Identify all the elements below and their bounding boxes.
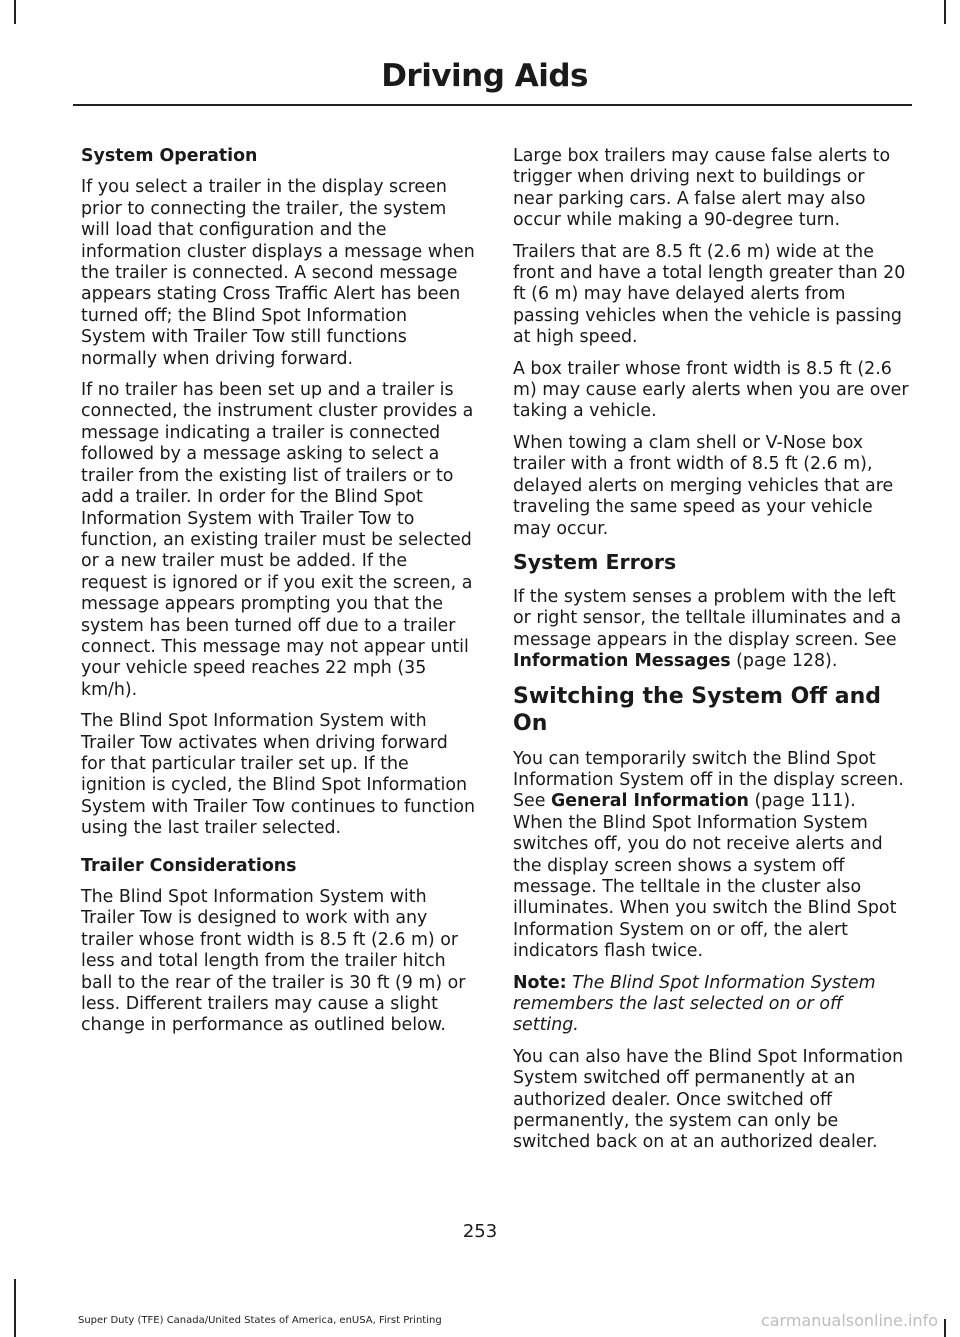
text: You can temporarily switch the Blind Spot Information System off in the display screen. See bbox=[513, 748, 904, 812]
header-divider bbox=[73, 104, 912, 106]
cross-reference-link[interactable]: General Information bbox=[550, 791, 749, 812]
paragraph-switching bbox=[513, 749, 909, 963]
paragraph: If no trailer has been set up and a trailer is connected, the instrument cluster provides a message indicating a trailer is connected followed by a message asking to select a trailer from the existing list of trailers or to add a trailer. In order for the Blind Spot Information System with Trailer Tow to function, an existing trailer must be selected or a new trailer must be added. If the request is ignored or if you exit the screen, a message appears prompting you that the system has been turned off due to a trailer connect. This message may not appear until your vehicle speed reaches 22 mph (35 km/h). bbox=[81, 380, 474, 700]
crop-mark-top-right-v bbox=[944, 0, 946, 24]
paragraph-system-errors bbox=[513, 587, 909, 673]
crop-mark-top-left-v bbox=[14, 0, 16, 24]
paragraph: If you select a trailer in the display screen prior to connecting the trailer, the system will load that configuration and the information cluster displays a message when the trailer is connected. A second message appears stating Cross Traffic Alert has been turned off; the Blind Spot Information System with Trailer Tow still functions normally when driving forward. bbox=[81, 177, 475, 369]
text: (page 111). When the Blind Spot Information System switches off, you do not receive alerts and the display screen shows a system off message. The telltale in the cluster also illuminates. When you switch the Blind Spot Information System on or off, the alert indicators flash twice. bbox=[513, 791, 897, 962]
left-column bbox=[81, 146, 477, 1047]
note-label: Note: bbox=[513, 972, 567, 993]
text: If the system senses a problem with the left or right sensor, the telltale illuminates and a message appears in the display screen. See bbox=[513, 586, 902, 650]
right-column bbox=[513, 146, 909, 1164]
cross-reference-link[interactable]: Information Messages bbox=[513, 651, 731, 672]
heading-system-operation: System Operation bbox=[81, 146, 258, 166]
paragraph: A box trailer whose front width is 8.5 ft (2.6 m) may cause early alerts when you are over taking a vehicle. bbox=[513, 358, 909, 422]
heading-switching-off-on: Switching the System Off and On bbox=[513, 683, 882, 736]
paragraph: Large box trailers may cause false alerts to trigger when driving next to buildings or near parking cars. A false alert may also occur while making a 90-degree turn. bbox=[513, 146, 891, 231]
page-number: 253 bbox=[462, 1221, 498, 1242]
edition-footer: Super Duty (TFE) Canada/United States of America, enUSA, First Printing bbox=[78, 1315, 442, 1326]
crop-mark-bottom-left-v bbox=[14, 1279, 16, 1337]
text: (page 128). bbox=[730, 651, 838, 672]
note-text: The Blind Spot Information System remembers the last selected on or off setting. bbox=[513, 972, 876, 1036]
paragraph: Trailers that are 8.5 ft (2.6 m) wide at the front and have a total length greater than 20 ft (6 m) may have delayed alerts from passing vehicles when the vehicle is passing at high speed. bbox=[513, 241, 906, 348]
heading-trailer-considerations: Trailer Considerations bbox=[81, 855, 297, 876]
paragraph: The Blind Spot Information System with Trailer Tow is designed to work with any trailer whose front width is 8.5 ft (2.6 m) or less and total length from the trailer hitch ball to the rear of the trailer is 30 ft (9 m) or less. Different trailers may cause a slight change in performance as outlined below. bbox=[81, 887, 466, 1036]
paragraph: When towing a clam shell or V-Nose box trailer with a front width of 8.5 ft (2.6 m), delayed alerts on merging vehicles that are traveling the same speed as your vehicle may occur. bbox=[513, 432, 894, 539]
paragraph: The Blind Spot Information System with Trailer Tow activates when driving forward for that particular trailer set up. If the ignition is cycled, the Blind Spot Information System with Trailer Tow continues to function using the last trailer selected. bbox=[81, 711, 476, 839]
heading-system-errors: System Errors bbox=[513, 549, 677, 574]
crop-mark-bottom-right-v bbox=[944, 1319, 946, 1337]
paragraph: You can also have the Blind Spot Information System switched off permanently at an authorized dealer. Once switched off permanently, the system can only be switched back on at an authorized dealer. bbox=[513, 1046, 904, 1153]
note bbox=[513, 973, 909, 1037]
watermark: carmanualsonline.info bbox=[760, 1311, 938, 1330]
page-title: Driving Aids bbox=[381, 58, 588, 94]
